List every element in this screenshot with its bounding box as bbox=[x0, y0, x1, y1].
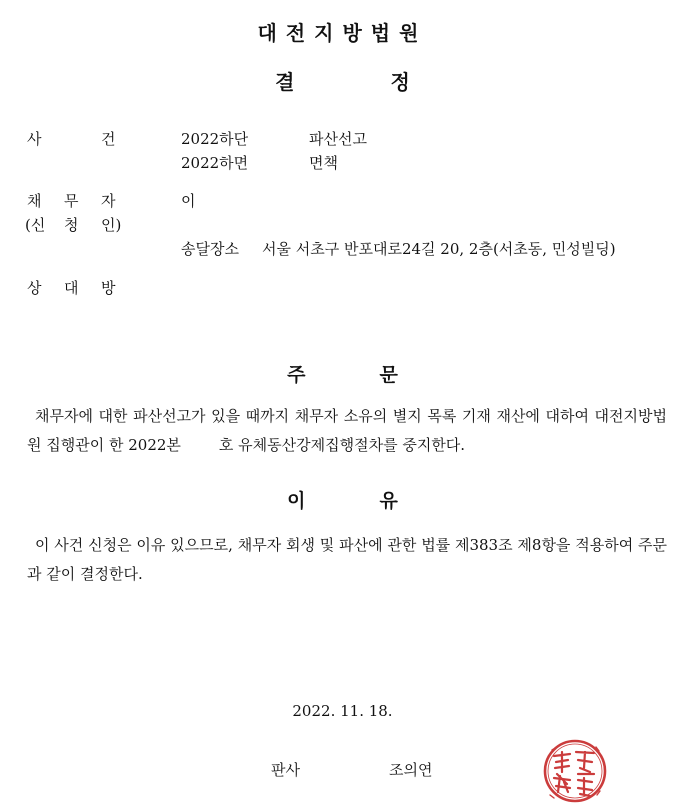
applicant-label-char-2: 청 bbox=[64, 216, 79, 234]
service-address-label: 송달장소 bbox=[181, 240, 239, 258]
order-heading-char-1: 주 bbox=[287, 364, 306, 386]
applicant-label-char-1: (신 bbox=[25, 216, 46, 234]
debtor-label-char-1: 채 bbox=[27, 192, 42, 210]
order-heading-char-2: 문 bbox=[379, 364, 398, 386]
reasons-heading bbox=[0, 486, 685, 513]
case-number-1: 2022하단 bbox=[181, 130, 249, 148]
judge-seal bbox=[540, 738, 610, 804]
order-heading bbox=[0, 360, 685, 387]
document-type-char-2: 정 bbox=[390, 70, 410, 94]
reasons-heading-char-1: 이 bbox=[287, 490, 306, 512]
order-text-part-1: 채무자에 대한 파산선고가 있을 때까지 채무자 소유의 별지 목록 기재 재산에 대하여 대전지방법원 집행관이 한 2022본 bbox=[27, 407, 667, 454]
court-name: 대전지방법원 bbox=[257, 21, 428, 45]
judge-title: 판사 bbox=[271, 761, 300, 779]
debtor-label-char-2: 무 bbox=[64, 192, 79, 210]
counterparty-label-char-2: 대 bbox=[64, 279, 79, 297]
decision-date: 2022. 11. 18. bbox=[292, 702, 393, 720]
counterparty-label-char-1: 상 bbox=[27, 279, 42, 297]
judge-name: 조의연 bbox=[389, 761, 433, 779]
debtor-label-char-3: 자 bbox=[101, 192, 116, 210]
case-number-2: 2022하면 bbox=[181, 154, 249, 172]
case-name-1: 파산선고 bbox=[309, 130, 367, 148]
applicant-label-char-3: 인) bbox=[101, 216, 122, 234]
reasons-text: 이 사건 신청은 이유 있으므로, 채무자 회생 및 파산에 관한 법률 제383조 제8항을 적용하여 주문과 같이 결정한다. bbox=[27, 536, 667, 583]
debtor-name: 이 bbox=[181, 192, 196, 210]
reasons-heading-char-2: 유 bbox=[379, 490, 398, 512]
order-text bbox=[27, 402, 667, 460]
case-label-char-2: 건 bbox=[101, 130, 116, 148]
document-type-char-1: 결 bbox=[275, 70, 295, 94]
order-text-part-2: 호 유체동산강제집행절차를 중지한다. bbox=[218, 436, 466, 454]
counterparty-label-char-3: 방 bbox=[101, 279, 116, 297]
seal-icon bbox=[540, 738, 610, 804]
document-type bbox=[0, 66, 685, 95]
case-label-char-1: 사 bbox=[27, 130, 42, 148]
service-address: 서울 서초구 반포대로24길 20, 2층(서초동, 민성빌딩) bbox=[262, 240, 616, 258]
case-name-2: 면책 bbox=[309, 154, 338, 172]
